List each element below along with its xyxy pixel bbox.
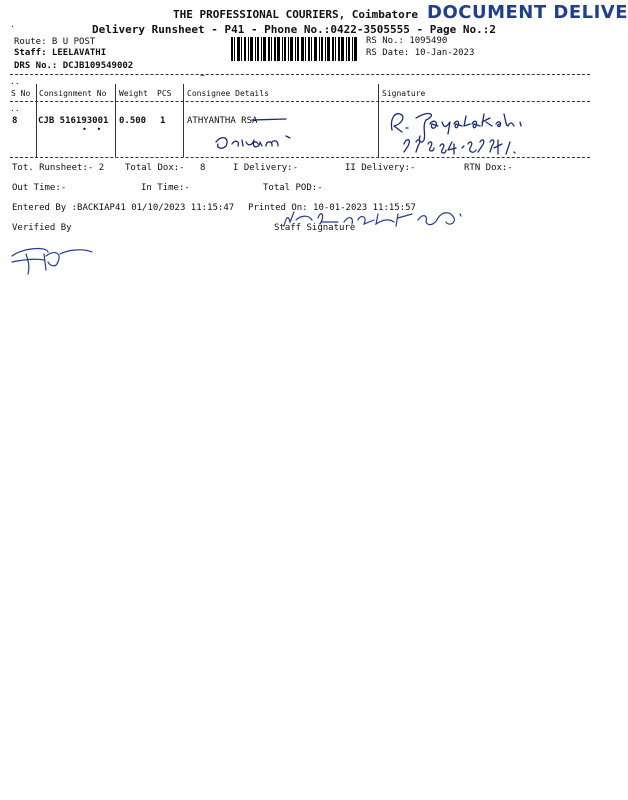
rs-number: RS No.: 1095490 [366,36,448,46]
verified-by-label: Verified By [12,223,72,233]
col-divider-3 [183,84,184,157]
company-name: THE PROFESSIONAL COURIERS, Coimbatore [173,8,419,21]
table-top-rule [10,74,590,75]
ink-dots: • • [82,125,102,134]
row-dots: .. [10,104,20,113]
i-delivery: I Delivery:- [233,163,299,173]
in-time: In Time:- [141,183,190,193]
corner-mark: · [10,22,15,31]
staff-handwritten-signature [278,204,478,234]
barcode [231,37,358,61]
out-time: Out Time:- [12,183,67,193]
document-delivery-stamp: DOCUMENT DELIVE [427,2,628,23]
row-consignment-no: CJB 516193001 [38,116,109,126]
col-divider-2 [115,84,116,157]
row-weight: 0.500 [119,116,147,126]
route-label: Route: B U POST [14,37,96,47]
col-divider-4 [378,84,379,157]
header-consignment-no: Consignment No [39,89,107,98]
header-consignee-details: Consignee Details [187,89,269,98]
stray-dots: .. [10,77,20,86]
col-divider-1 [36,84,37,157]
rs-date: RS Date: 10-Jan-2023 [366,48,475,58]
ink-dash-mark [250,116,290,122]
total-dox-label: Total Dox:- [125,163,185,173]
entered-by: Entered By :BACKIAP41 01/10/2023 11:15:47 [12,203,235,213]
verified-handwritten-signature [8,240,98,280]
header-pcs: PCS [157,89,172,98]
row-s-no: 8 [12,116,18,126]
tot-runsheet: Tot. Runsheet:- 2 [12,163,105,173]
header-weight: Weight [119,89,148,98]
rtn-dox: RTN Dox:- [464,163,513,173]
header-signature: Signature [382,89,426,98]
total-pod: Total POD:- [263,183,323,193]
row-consignee: ATHYANTHA RSA [187,116,258,126]
table-header-rule [10,101,590,102]
runsheet-title: Delivery Runsheet - P41 - Phone No.:0422-3505555 - Page No.:2 [92,23,496,36]
pen-mark: ~ [200,71,205,80]
printed-on: Printed On: 10-01-2023 11:15:57 [248,203,416,213]
staff-signature-label: Staff Signature [274,223,356,233]
row-pcs: 1 [160,116,166,126]
staff-label: Staff: LEELAVATHI [14,48,107,58]
ii-delivery: II Delivery:- [345,163,416,173]
header-s-no: S No [11,89,31,98]
drs-number: DRS No.: DCJB109549002 [14,61,134,71]
total-dox-value: 8 [200,163,206,173]
